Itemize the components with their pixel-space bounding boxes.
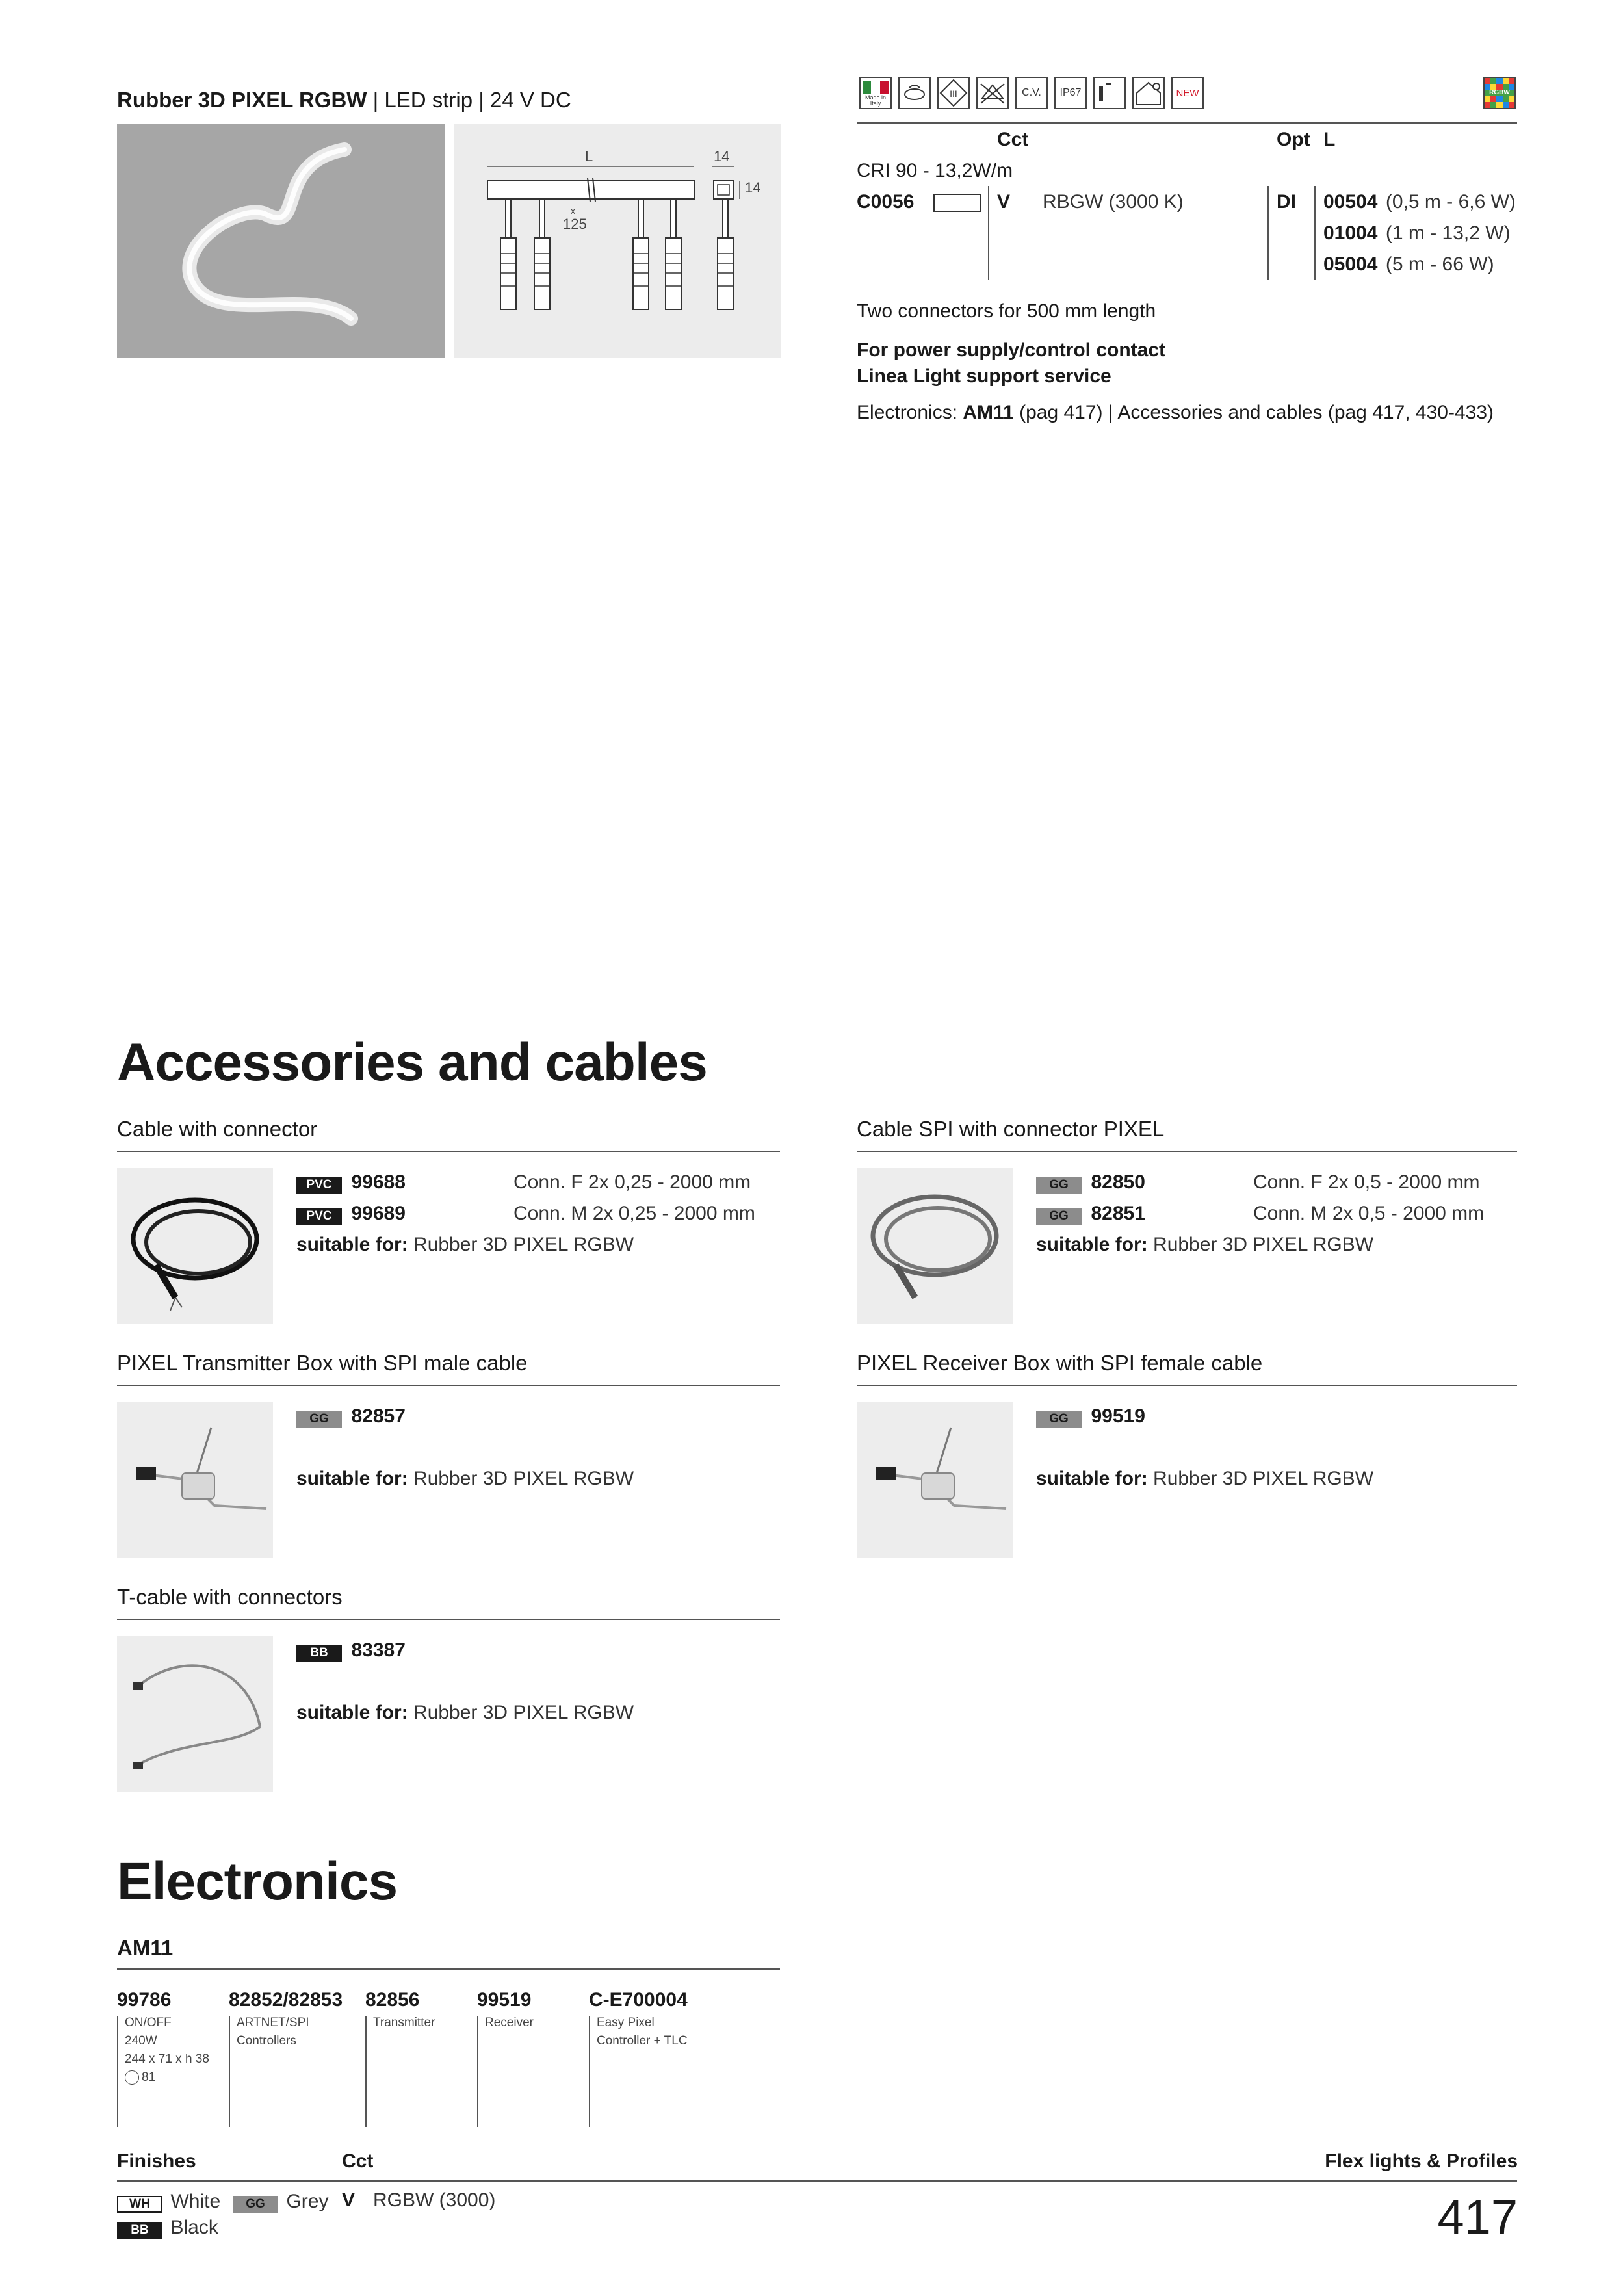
spec-cct-code: V [997,191,1011,213]
suitable-for [296,1234,634,1256]
length-code: 01004 [1323,222,1378,244]
spec-col-opt: Opt [1277,129,1310,150]
new-badge: NEW [1171,77,1204,109]
header-divider [857,122,1517,124]
electronics-code: 99519 [477,1989,532,2011]
made-in-italy-text: Made in Italy [864,94,887,107]
electronics-pages: (pag 417) | Accessories and cables (pag 417, 430-433) [1013,402,1494,423]
suitable-for [296,1702,634,1724]
suitable-for [1036,1468,1373,1490]
material-tag: GG [1036,1411,1082,1428]
finishes-label: Finishes [117,2150,196,2172]
spec-electronics-ref [857,402,1494,424]
dim-label-width: 14 [714,148,730,164]
spec-col-cct: Cct [997,129,1029,150]
finish-tag: GG [233,2196,278,2213]
accessories-title: Accessories and cables [117,1033,707,1092]
accessory-code: 82850 [1091,1171,1145,1193]
made-in-italy-icon [859,77,892,109]
class-iii-icon [937,77,970,109]
material-tag: GG [1036,1208,1082,1225]
spec-cri: CRI 90 - 13,2W/m [857,160,1013,181]
dimmable-icon [898,77,931,109]
accessory-desc: Conn. F 2x 0,5 - 2000 mm [1253,1171,1480,1193]
finish-name: Black [170,2217,218,2238]
electronics-label: Electronics: [857,402,963,423]
dim-label-height: 14 [745,179,761,196]
footer-cct-desc: RGBW (3000) [373,2189,496,2211]
accessory-photo [117,1402,273,1558]
accessory-code: 82857 [351,1405,406,1427]
footer-cct-code: V [342,2189,356,2211]
spec-cct-desc: RBGW (3000 K) [1043,191,1184,213]
accessory-photo [117,1168,273,1324]
length-row [1323,191,1516,213]
accessory-desc: Conn. M 2x 0,25 - 2000 mm [513,1203,755,1224]
product-heading [117,88,571,112]
finish-item [233,2191,328,2213]
material-tag: GG [1036,1177,1082,1194]
electronics-item [117,1989,209,2084]
strip-symbol-icon [933,194,981,212]
accessory-divider [117,1385,780,1386]
suitable-label: suitable for: [1036,1468,1148,1489]
electronics-details [485,2014,534,2032]
length-row [1323,222,1511,244]
dimension-drawing [454,124,781,358]
accessory-row [1036,1203,1145,1225]
ip67-icon: IP67 [1054,77,1087,109]
product-photo [117,124,445,358]
finish-tag: WH [117,2196,162,2213]
svg-text:III: III [950,88,957,99]
accessory-code: 99689 [351,1203,406,1224]
material-tag: PVC [296,1177,342,1194]
suitable-value: Rubber 3D PIXEL RGBW [1147,1468,1374,1489]
suitable-label: suitable for: [296,1234,408,1255]
accessory-title: PIXEL Receiver Box with SPI female cable [857,1351,1263,1375]
accessory-row [296,1405,406,1428]
detail-line: ON/OFF [125,2016,172,2029]
suitable-for [1036,1234,1373,1256]
footer-category: Flex lights & Profiles [1325,2150,1518,2172]
accessory-code: 83387 [351,1639,406,1661]
page-number: 417 [1437,2190,1518,2244]
suitable-label: suitable for: [296,1702,408,1723]
finish-tag: BB [117,2222,162,2239]
dim-label-length: L [585,148,593,164]
electronics-title: Electronics [117,1852,398,1911]
suitable-value: Rubber 3D PIXEL RGBW [408,1468,634,1489]
accessory-divider [857,1385,1517,1386]
accessory-row [1036,1171,1145,1194]
spec-divider-1 [988,186,989,280]
product-subtitle: | LED strip | 24 V DC [367,88,571,112]
accessory-row [1036,1405,1145,1428]
detail-line: ARTNET/SPI [237,2016,309,2029]
accessory-code: 82851 [1091,1203,1145,1224]
spec-note-support: Linea Light support service [857,365,1111,387]
finish-item [117,2217,218,2239]
accessory-photo [857,1168,1013,1324]
suitable-label: suitable for: [296,1468,408,1489]
dim-label-x: x [571,205,575,216]
electronics-code: C-E700004 [589,1989,688,2011]
length-code: 05004 [1323,254,1378,275]
accessory-divider [117,1151,780,1152]
profile-icon [1093,77,1126,109]
detail-line: 244 x 71 x h 38 [125,2052,209,2066]
detail-line: Transmitter [373,2016,435,2029]
electronics-divider [117,1968,780,1970]
suitable-value: Rubber 3D PIXEL RGBW [1147,1234,1374,1255]
spec-divider-3 [1314,186,1316,280]
accessory-divider [117,1619,780,1620]
electronics-item [477,1989,534,2029]
electronics-item [365,1989,435,2029]
spec-code: C0056 [857,191,915,213]
suitable-for [296,1468,634,1490]
material-tag: GG [296,1411,342,1428]
accessory-desc: Conn. M 2x 0,5 - 2000 mm [1253,1203,1485,1224]
spec-divider-2 [1267,186,1269,280]
electronics-item [229,1989,343,2048]
detail-line: Controller + TLC [597,2034,688,2048]
dim-label-pitch: 125 [563,216,587,232]
detail-line: Receiver [485,2016,534,2029]
electronics-details [597,2014,688,2050]
page-ref-icon [125,2070,139,2085]
finish-name: Grey [286,2191,329,2212]
rgbw-badge-text: RGBW [1485,90,1514,96]
length-desc: (5 m - 66 W) [1385,254,1494,275]
footer-cct-label: Cct [342,2150,374,2172]
finish-name: White [170,2191,221,2212]
spec-note-power: For power supply/control contact [857,339,1166,361]
length-desc: (1 m - 13,2 W) [1385,222,1511,244]
accessory-photo [857,1402,1013,1558]
accessory-code: 99688 [351,1171,406,1193]
detail-line: 81 [125,2068,209,2087]
electronics-code: 99786 [117,1989,172,2011]
accessory-title: Cable with connector [117,1117,318,1141]
suitable-value: Rubber 3D PIXEL RGBW [408,1702,634,1723]
electronics-code: 82852/82853 [229,1989,343,2011]
length-desc: (0,5 m - 6,6 W) [1385,191,1516,213]
spec-opt: DI [1277,191,1296,213]
accessory-row [296,1171,406,1194]
detail-line: Controllers [237,2034,296,2048]
no-insulation-icon [976,77,1009,109]
electronics-code-link[interactable]: AM11 [963,402,1014,423]
suitable-value: Rubber 3D PIXEL RGBW [408,1234,634,1255]
spec-note-connectors: Two connectors for 500 mm length [857,300,1156,322]
accessory-row [296,1203,406,1225]
detail-line: Easy Pixel [597,2016,655,2029]
accessory-title: Cable SPI with connector PIXEL [857,1117,1165,1141]
suitable-label: suitable for: [1036,1234,1148,1255]
accessory-title: PIXEL Transmitter Box with SPI male cable [117,1351,528,1375]
material-tag: BB [296,1645,342,1662]
footer-divider [117,2180,1517,2182]
material-tag: PVC [296,1208,342,1225]
accessory-desc: Conn. F 2x 0,25 - 2000 mm [513,1171,751,1193]
accessory-photo [117,1636,273,1792]
rgbw-pixel-icon [1483,77,1516,109]
technical-diagram [454,124,781,358]
product-name: Rubber 3D PIXEL RGBW [117,88,367,112]
spec-col-l: L [1323,129,1336,150]
electronics-code: 82856 [365,1989,420,2011]
constant-voltage-icon: C.V. [1015,77,1048,109]
finish-item [117,2191,220,2213]
accessory-divider [857,1151,1517,1152]
length-row [1323,254,1494,276]
length-code: 00504 [1323,191,1378,213]
electronics-details [125,2014,209,2087]
accessory-code: 99519 [1091,1405,1145,1427]
accessory-row [296,1639,406,1662]
electronics-details [373,2014,435,2032]
detail-line: 240W [125,2034,157,2048]
indoor-icon [1132,77,1165,109]
electronics-details [237,2014,309,2050]
accessory-title: T-cable with connectors [117,1585,343,1609]
led-strip-photo [117,124,445,358]
electronics-subtitle: AM11 [117,1936,174,1960]
electronics-item [589,1989,688,2048]
